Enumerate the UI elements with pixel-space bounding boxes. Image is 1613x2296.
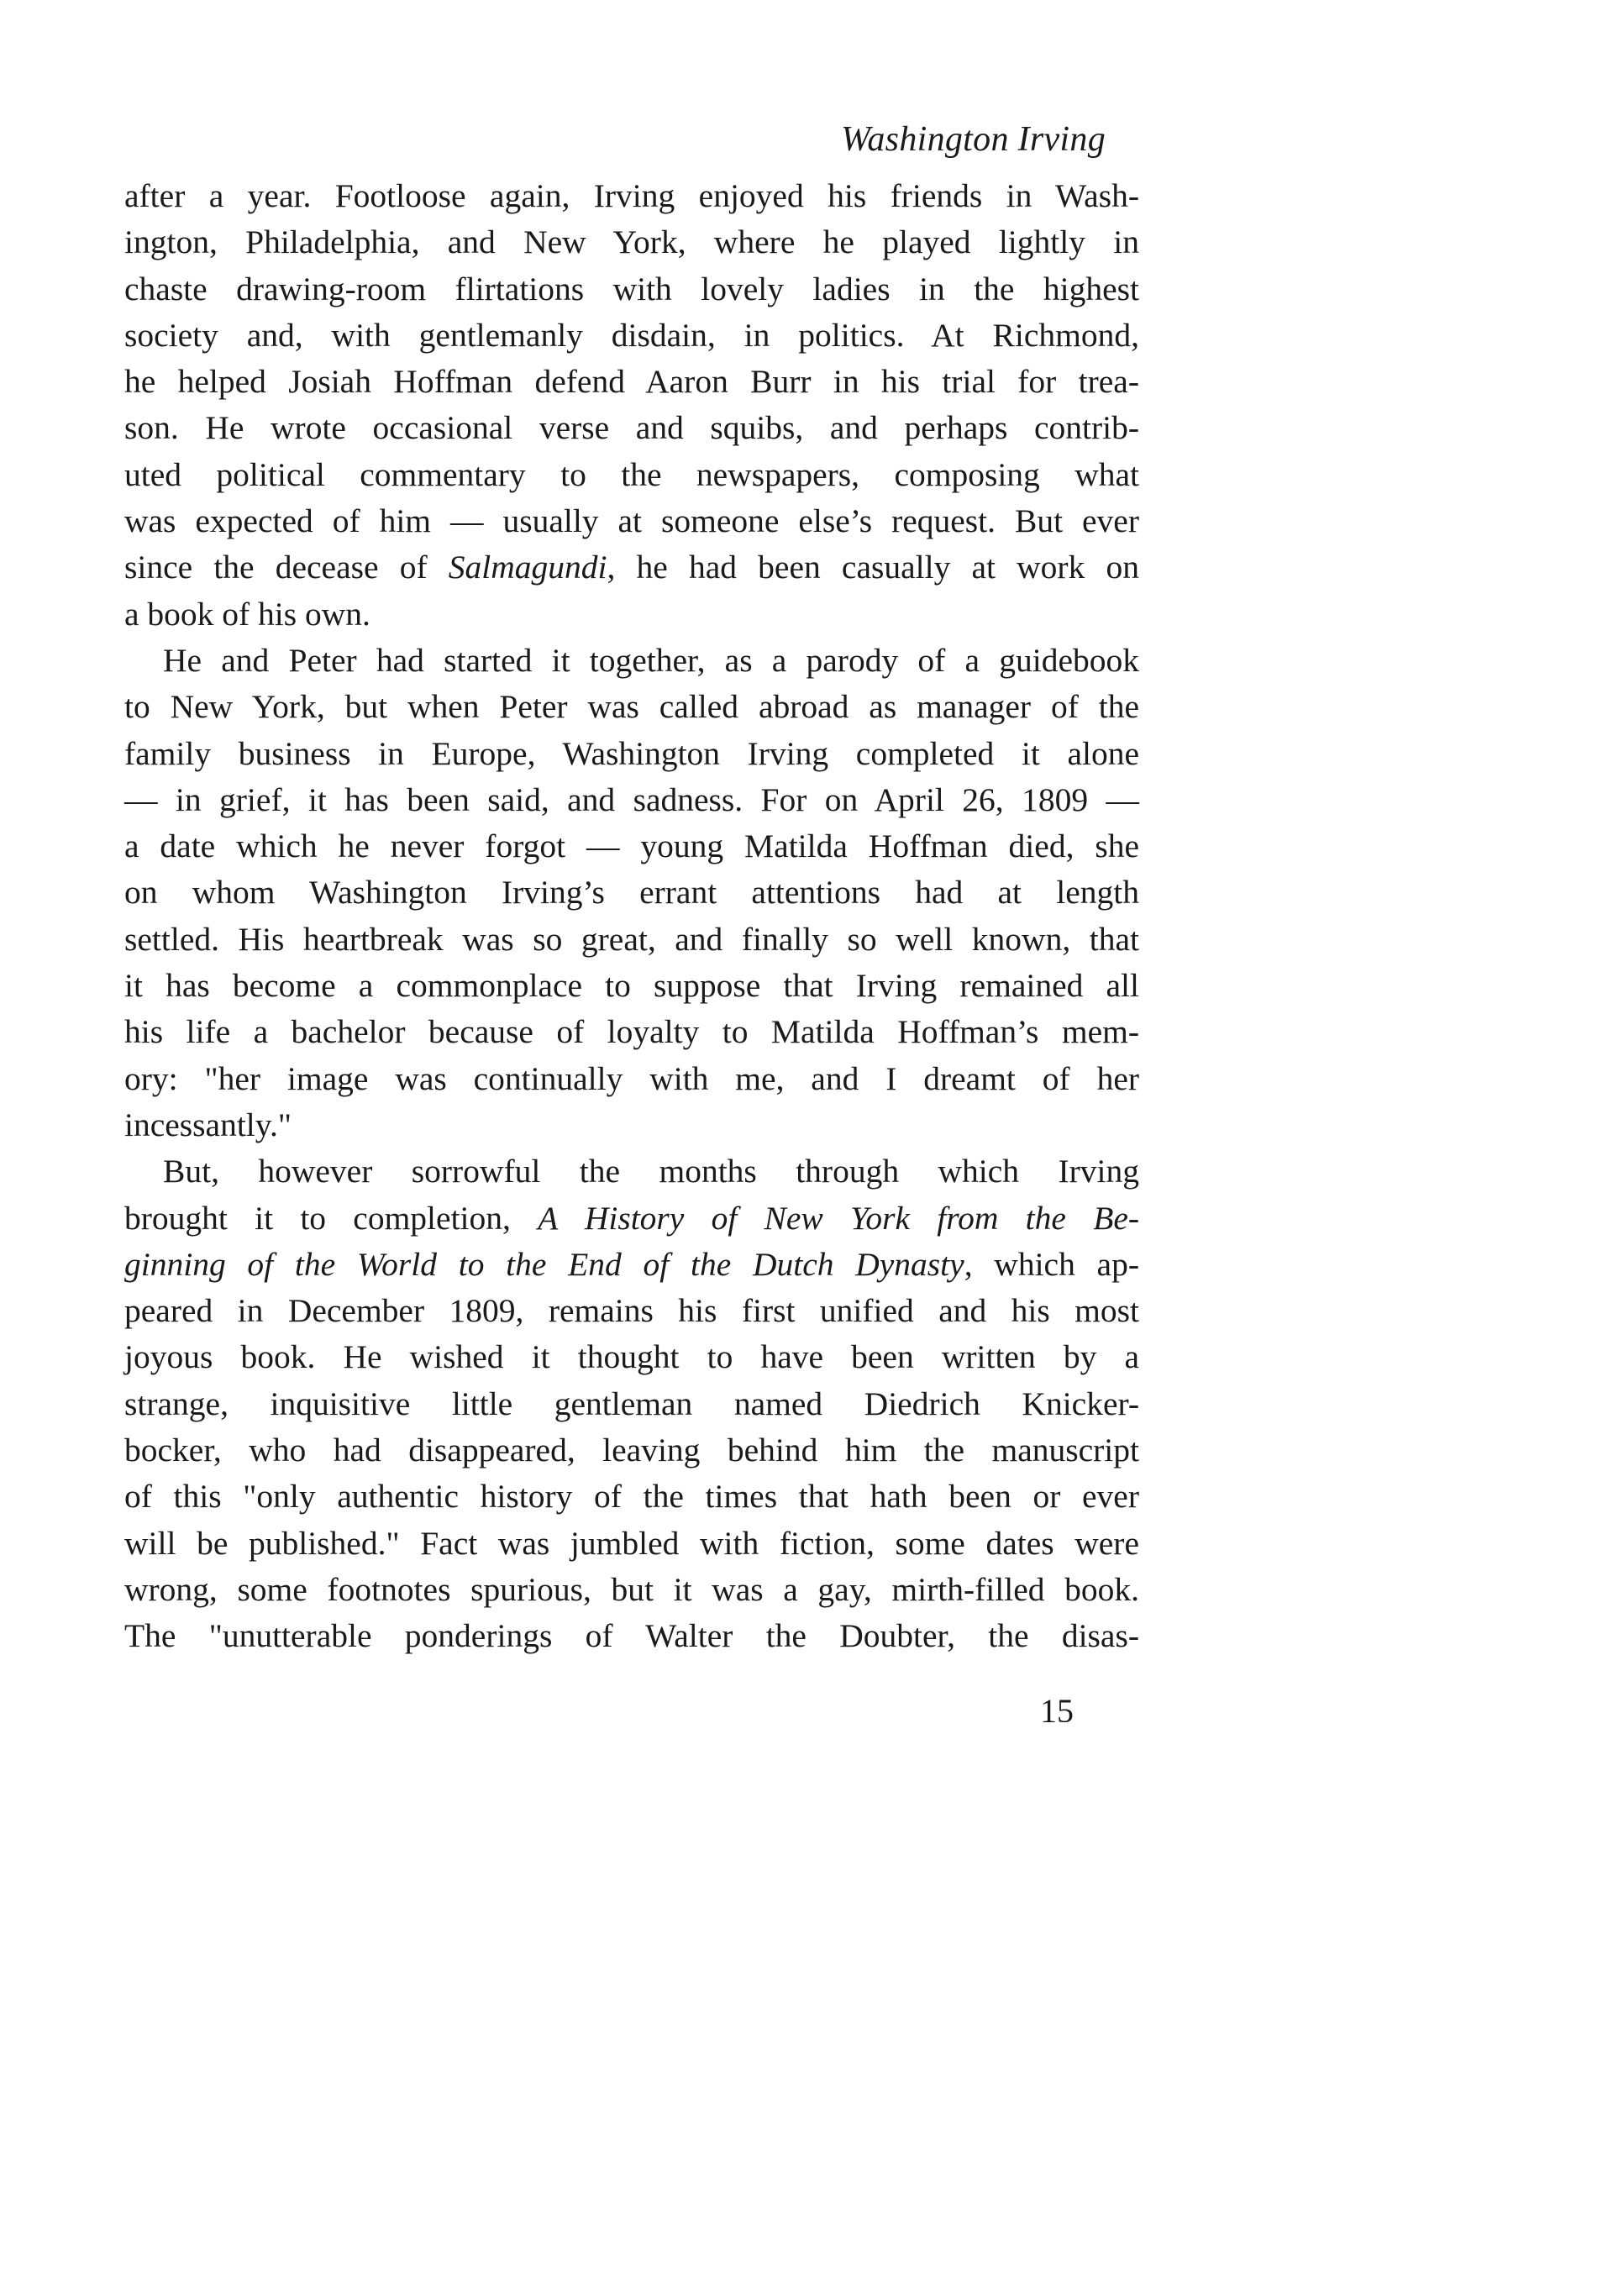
italic-title: ginning of the World to the End of the Dutch Dynasty (124, 1245, 964, 1283)
text-line: chaste drawing-room flirtations with lovely ladies in the highest (124, 270, 1139, 307)
paragraph (124, 173, 1139, 638)
text-line: ington, Philadelphia, and New York, where he played lightly in (124, 223, 1139, 261)
text-line: peared in December 1809, remains his first unified and his most (124, 1292, 1139, 1330)
text-line: he helped Josiah Hoffman defend Aaron Burr in his trial for trea- (124, 363, 1139, 401)
running-head: Washington Irving (840, 120, 1106, 159)
text-line: joyous book. He wished it thought to have been written by a (124, 1338, 1139, 1376)
text-line: strange, inquisitive little gentleman named Diedrich Knicker- (124, 1384, 1139, 1422)
page-number: 15 (1040, 1692, 1074, 1730)
text-line: ory: "her image was continually with me, and I dreamt of her (124, 1059, 1139, 1097)
italic-title: A History of New York from the Be- (538, 1199, 1140, 1237)
text-line: brought it to completion, A History of New York from the Be- (124, 1199, 1140, 1237)
text-line: The "unutterable ponderings of Walter the Doubter, the disas- (124, 1617, 1139, 1655)
text-line: it has become a commonplace to suppose that Irving remained all (124, 967, 1139, 1005)
text-line: settled. His heartbreak was so great, and finally so well known, that (124, 920, 1139, 958)
text-line: bocker, who had disappeared, leaving behind him the manuscript (124, 1432, 1139, 1469)
text-line: society and, with gentlemanly disdain, in politics. At Richmond, (124, 316, 1139, 354)
text-line: to New York, but when Peter was called abroad as manager of the (124, 688, 1139, 726)
paragraph (124, 1148, 1139, 1659)
text-line: on whom Washington Irving’s errant attentions had at length (124, 874, 1139, 912)
text-line: was expected of him — usually at someone else’s request. But ever (124, 502, 1139, 540)
body-text (124, 173, 1139, 1660)
text-line: after a year. Footloose again, Irving enjoyed his friends in Wash- (124, 177, 1139, 214)
italic-title: Salmagundi (448, 549, 607, 586)
text-line: incessantly." (124, 1106, 292, 1143)
text-line: But, however sorrowful the months through which Irving (163, 1153, 1139, 1190)
text-line: He and Peter had started it together, as a parody of a guidebook (163, 641, 1139, 679)
text-line: his life a bachelor because of loyalty to Matilda Hoffman’s mem- (124, 1013, 1139, 1051)
text-line: wrong, some footnotes spurious, but it was a gay, mirth-filled book. (124, 1570, 1139, 1608)
text-line: a date which he never forgot — young Matilda Hoffman died, she (124, 828, 1139, 865)
text-line: family business in Europe, Washington Irving completed it alone (124, 734, 1139, 772)
paragraph (124, 638, 1139, 1148)
text-line: since the decease of Salmagundi, he had been casually at work on (124, 549, 1139, 586)
text-line: — in grief, it has been said, and sadness. For on April 26, 1809 — (124, 780, 1139, 818)
text-line: a book of his own. (124, 595, 370, 633)
text-line: of this "only authentic history of the times that hath been or ever (124, 1478, 1139, 1516)
text-line: uted political commentary to the newspapers, composing what (124, 455, 1139, 493)
text-line: will be published." Fact was jumbled with fiction, some dates were (124, 1524, 1139, 1562)
text-line: son. He wrote occasional verse and squibs, and perhaps contrib- (124, 409, 1139, 447)
text-line: ginning of the World to the End of the Dutch Dynasty, which ap- (124, 1245, 1139, 1283)
